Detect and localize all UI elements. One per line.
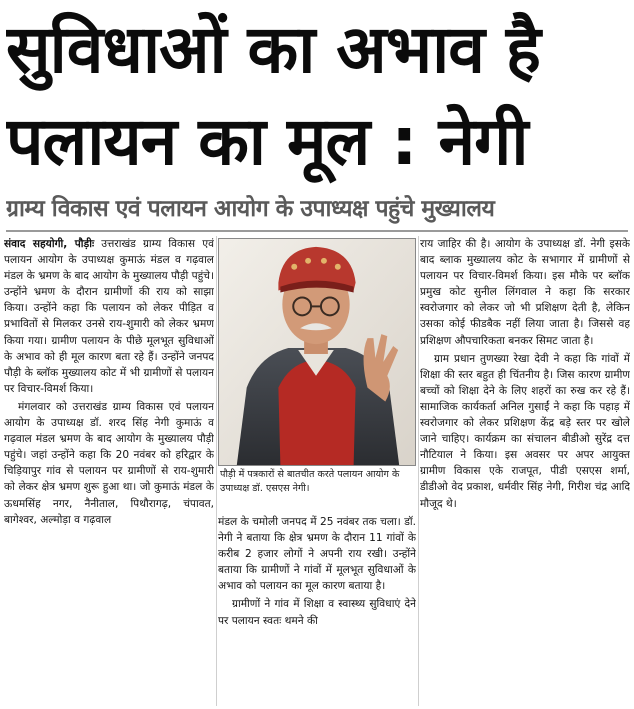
news-photo [218, 238, 416, 466]
article-column-middle [218, 514, 416, 706]
paragraph-1-text: उत्तराखंड ग्राम्य विकास एवं पलायन आयोग के उपाध्यक्ष कुमाऊं मंडल व गढ़वाल मंडल के भ्रमण के बाद आयोग के मुख्यालय पौड़ी पहुंचे। उन्होंने भ्रमण के दौरान ग्रामीणों की राय को साझा किया। उन्होंने कहा कि पलायन को लेकर पीड़ित व प्रभावितों से मिलकर उनसे राय-शुमारी को लेकर भ्रमण किया गया। ग्रामीण पलायन के पीछे मूलभूत सुविधाओं के अभाव को ही मूल कारण बता रहे हैं। उन्होंने जनपद पौड़ी के ब्लॉक मुख्यालय कोट में भी ग्रामीणों से पलायन पर विचार-विमर्श किया। [4, 238, 214, 395]
byline: संवाद सहयोगी, पौड़ीः [4, 238, 95, 250]
article-paragraph-1 [4, 236, 214, 397]
article-paragraph-3: मंडल के चमोली जनपद में 25 नवंबर तक चला। डॉ. नेगी ने बताया कि क्षेत्र भ्रमण के दौरान 11 गांवों के करीब 2 हजार लोगों ने अपनी राय रखी। उन्होंने बताया कि ग्रामीणों ने गांवों में मूलभूत सुविधाओं के अभाव को पलायन का मूल कारण बताया है। [218, 516, 416, 593]
article-paragraph-5: राय जाहिर की है। आयोग के उपाध्यक्ष डॉ. नेगी इसके बाद ब्लाक मुख्यालय कोट के सभागार में ग्रामीणों से पलायन पर विचार-विमर्श किया। इस मौके पर ब्लॉक प्रमुख कोट सुनील लिंगवाल ने कहा कि सरकार स्वरोजगार को लेकर जो भी प्रशिक्षण देती है, लेकिन उसका कोई फीडबैक नहीं लिया जाता है। जिससे वह प्रशिक्षण औपचारिकता बनकर सिमट जाता है। [420, 238, 630, 347]
photo-caption: पौड़ी में पत्रकारों से बातचीत करते पलायन आयोग के उपाध्यक्ष डॉ. एसएस नेगी। [220, 469, 400, 494]
portrait-illustration [219, 239, 415, 465]
headline-line-2: पलायन का मूल : नेगी [6, 103, 528, 180]
headline-line-1: सुविधाओं का अभाव है [6, 11, 540, 88]
article-column-right [420, 236, 630, 706]
subheadline: ग्राम्य विकास एवं पलायन आयोग के उपाध्यक्ष पहुंचे मुख्यालय [6, 196, 495, 222]
column-divider-left [216, 236, 217, 706]
column-divider-right [418, 236, 419, 706]
article-paragraph-2: मंगलवार को उत्तराखंड ग्राम्य विकास एवं पलायन आयोग के उपाध्यक्ष डॉ. शरद सिंह नेगी कुमाऊं व गढ़वाल मंडल भ्रमण के बाद आयोग के मुख्यालय पौड़ी पहुंचे। जहां उन्होंने कहा कि 20 नवंबर को हरिद्वार के चिड़ियापुर गांव से पलायन पर ग्रामीणों से राय-शुमारी को लेकर क्षेत्र भ्रमण शुरू हुआ था। जो कुमाऊं मंडल के ऊधमसिंह नगर, नैनीताल, पिथौरागढ़, चंपावत, बागेश्वर, अल्मोड़ा व गढ़वाल [4, 400, 214, 526]
headline-rule [6, 230, 628, 232]
article-column-left [4, 236, 214, 706]
article-paragraph-6: ग्राम प्रधान तुणख्या रेखा देवी ने कहा कि गांवों में शिक्षा की स्तर बहुत ही चिंतनीय है। जिस कारण ग्रामीण बच्चों को शिक्षा देने के लिए शहरों का रुख कर रहे हैं। सामाजिक कार्यकर्ता अनिल गुसाईं ने कहा कि पहाड़ में स्वरोजगार को लेकर प्रशिक्षण केंद्र बड़े स्तर पर खोले जाने चाहिए। कार्यक्रम का संचालन बीडीओ सुरेंद्र दत्त नौटियाल ने किया। इस अवसर पर अपर आयुक्त ग्रामीण विकास एके राजपूत, पीडी एसएस शर्मा, डीडीओ वेद प्रकाश, धर्मवीर सिंह नेगी, गिरीश चंद्र आदि मौजूद थे। [420, 352, 630, 510]
article-paragraph-4: ग्रामीणों ने गांव में शिक्षा व स्वास्थ्य सुविधाएं देने पर पलायन स्वतः थमने की [218, 598, 416, 627]
